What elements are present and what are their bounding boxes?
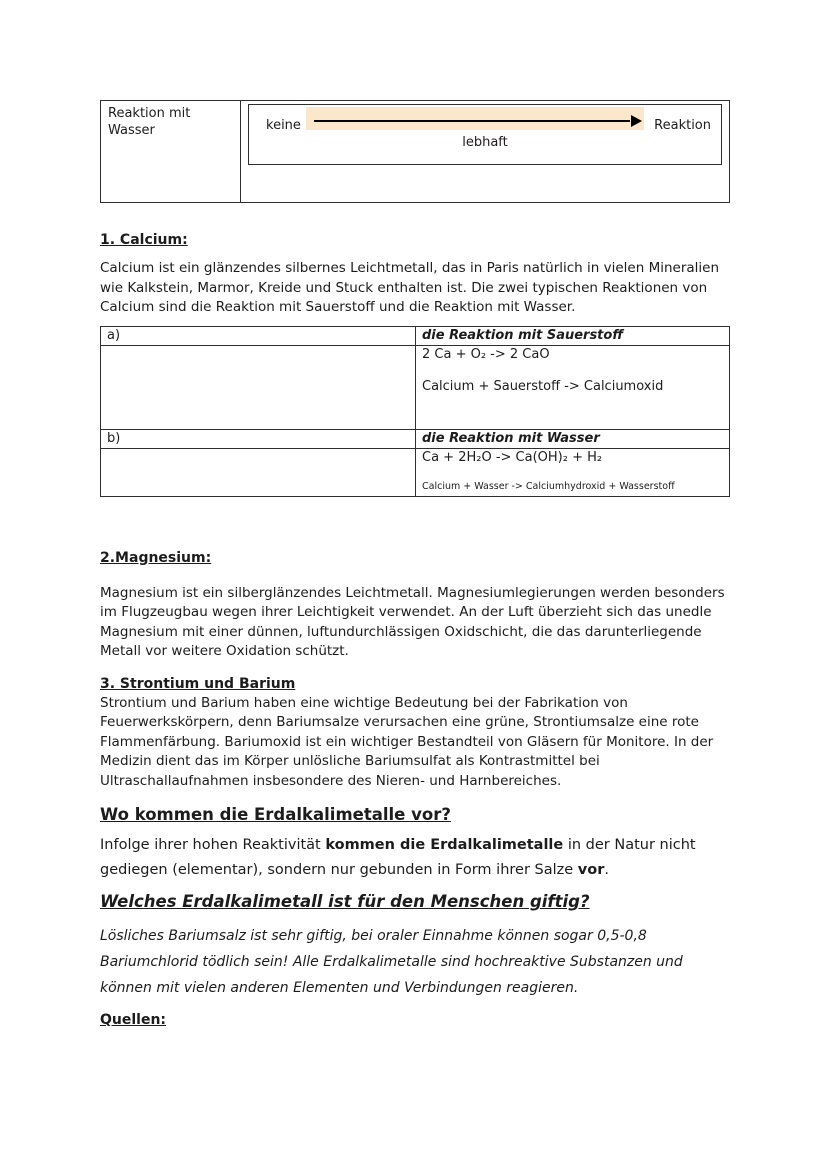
table-row: [101, 448, 730, 496]
vorkommen-bold-text-2: vor: [577, 862, 605, 878]
scale-label-lebhaft: lebhaft: [462, 135, 508, 150]
vorkommen-text-1: Infolge ihrer hohen Reaktivität: [100, 837, 326, 853]
strontium-barium-heading: 3. Strontium und Barium: [100, 675, 296, 692]
row-b-word-equation: Calcium + Wasser -> Calciumhydroxid + Wasserstoff: [422, 480, 675, 492]
calcium-reaction-table: [100, 326, 730, 497]
strontium-barium-paragraph: Strontium und Barium haben eine wichtige Bedeutung bei der Fabrikation von Feuerwerkskörpern, denn Bariumsalze verursachen eine grüne, Strontiumsalze eine rote Flammenfärbung. Bariumoxid ist ein wichtiger Bestandteil von Gläsern für Monitore. In der Medizin dient das im Körper unlösliche Bariumsulfat als Kontrastmittel bei Ultraschallaufnahmen insbesondere des Nieren- und Harnbereiches.: [100, 694, 714, 789]
row-b-content-cell: [416, 448, 730, 496]
row-b-empty-cell: [101, 448, 416, 496]
right-arrow-icon: [314, 120, 630, 122]
reaction-intensity-band: [306, 107, 644, 130]
scale-label-keine: keine: [266, 118, 301, 133]
row-a-label: a): [101, 326, 416, 345]
row-b-title: die Reaktion mit Wasser: [416, 429, 730, 448]
table-row: [101, 326, 730, 345]
water-reaction-table: [100, 100, 730, 203]
row-a-empty-cell: [101, 345, 416, 429]
vorkommen-text-2: in der Natur nicht gediegen (elementar), sondern nur gebunden in Form ihrer Salze: [100, 837, 696, 878]
row-a-word-equation: Calcium + Sauerstoff -> Calciumoxid: [422, 378, 664, 394]
magnesium-paragraph: Magnesium ist ein silberglänzendes Leichtmetall. Magnesiumlegierungen werden besonders im Flugzeugbau wegen ihrer Leichtigkeit verwendet. An der Luft überzieht sich das unedle Magnesium mit einer dünnen, luftundurchlässigen Oxidschicht, die das darunterliegende Metall vor weitere Oxidation schützt.: [100, 584, 725, 659]
row-b-equation: Ca + 2H₂O -> Ca(OH)₂ + H₂: [422, 449, 603, 465]
table-row: [101, 345, 730, 429]
row-b-label: b): [101, 429, 416, 448]
scale-label-reaktion: Reaktion: [654, 118, 711, 133]
magnesium-heading: 2.Magnesium:: [100, 549, 212, 566]
row-a-equation: 2 Ca + O₂ -> 2 CaO: [422, 346, 550, 362]
calcium-heading: 1. Calcium:: [100, 232, 188, 248]
row-a-content-cell: [416, 345, 730, 429]
calcium-paragraph: Calcium ist ein glänzendes silbernes Leichtmetall, das in Paris natürlich in vielen Mineralien wie Kalkstein, Marmor, Kreide und Stuck enthalten ist. Die zwei typischen Reaktionen von Calcium sind die Reaktion mit Sauerstoff und die Reaktion mit Wasser.: [100, 260, 720, 315]
water-table-row-label: Reaktion mit Wasser: [101, 101, 241, 202]
quellen-heading: Quellen:: [100, 1012, 167, 1028]
vorkommen-paragraph: [100, 833, 730, 883]
right-arrow-head-icon: [631, 115, 642, 127]
water-table-content-cell: [241, 101, 729, 202]
table-row: [101, 429, 730, 448]
giftig-paragraph: Lösliches Bariumsalz ist sehr giftig, bei oraler Einnahme können sogar 0,5-0,8 Bariumchlorid tödlich sein! Alle Erdalkalimetalle sind hochreaktive Substanzen und können mit vielen anderen Elementen und Verbindungen reagieren.: [100, 928, 683, 996]
giftig-heading: Welches Erdalkalimetall ist für den Menschen giftig?: [100, 892, 590, 911]
vorkommen-heading: Wo kommen die Erdalkalimetalle vor?: [100, 805, 451, 824]
vorkommen-bold-text-1: kommen die Erdalkalimetalle: [325, 837, 564, 853]
document-page: [100, 100, 730, 1028]
reaction-scale-box: [248, 104, 722, 165]
vorkommen-text-3: .: [604, 862, 609, 878]
row-a-title: die Reaktion mit Sauerstoff: [416, 326, 730, 345]
